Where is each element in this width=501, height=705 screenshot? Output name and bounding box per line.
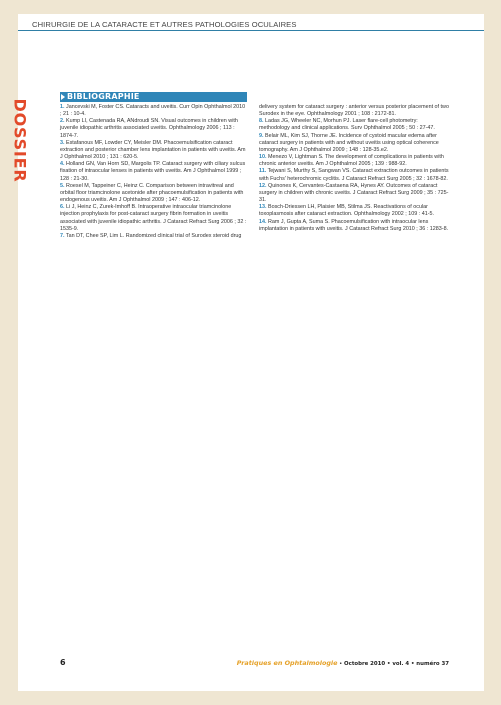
reference-item <box>60 104 248 118</box>
reference-number: 5. <box>60 182 65 189</box>
reference-number: 14. <box>259 218 267 225</box>
reference-number: 4. <box>60 161 65 168</box>
reference-item <box>60 183 248 204</box>
reference-item <box>60 140 248 161</box>
references-left-column <box>60 104 248 240</box>
issue-info: Octobre 2010 • vol. 4 • numéro 37 <box>344 661 449 667</box>
reference-number: 13. <box>259 204 267 211</box>
reference-text: Tejwani S, Murthy S, Sangwan VS. Cataract extraction outcomes in patients with Fuchs' heterochromic cyclitis. J Cataract Refract Surg 2005 ; 32 : 1678-82. <box>259 168 449 182</box>
reference-text: Estafanous MF, Lowder CY, Meisler DM. Phacoemulsification cataract extraction and posterior chamber lens implantation in patients with uveitis. Am J Ophthalmol 2010 ; 131 : 620-5. <box>60 139 246 161</box>
sidebar-label <box>10 98 30 183</box>
running-head: CHIRURGIE DE LA CATARACTE ET AUTRES PATHOLOGIES OCULAIRES <box>32 20 297 29</box>
section-title: BIBLIOGRAPHIE <box>67 92 140 101</box>
references-right-column <box>259 104 449 233</box>
reference-item <box>259 133 449 154</box>
reference-item <box>259 183 449 204</box>
journal-title: Pratiques en Ophtalmologie <box>236 659 338 667</box>
reference-text: Quinones K, Cervantes-Castaena RA, Hynes AY. Outcomes of cataract surgery in children with chronic uveitis. J Cataract Refract Surg 2009 ; 35 : 725-31. <box>259 182 449 204</box>
reference-continuation <box>259 104 449 118</box>
reference-item <box>259 204 449 218</box>
reference-text: Ladas JG, Wheeler NC, Morhun PJ. Laser flare-cell photometry: methodology and clinical applications. Surv Ophthalmol 2005 ; 50 : 27-47. <box>259 118 435 132</box>
reference-text: Tan DT, Chee SP, Lim L. Randomized clinical trial of Surodex steroid drug <box>65 232 242 239</box>
reference-item <box>259 219 449 233</box>
reference-number: 7. <box>60 232 65 239</box>
journal-info: Pratiques en Ophtalmologie • Octobre 2010 • vol. 4 • numéro 37 <box>236 659 449 667</box>
sidebar-label-text: DOSSIER <box>10 98 30 183</box>
reference-item <box>259 154 449 168</box>
reference-number: 6. <box>60 204 65 211</box>
header-rule <box>18 30 484 31</box>
reference-number: 10. <box>259 154 267 161</box>
reference-number: 12. <box>259 182 267 189</box>
page-number: 6 <box>60 658 66 667</box>
reference-text: Belair ML, Kim SJ, Thorne JE. Incidence of cystoid macular edema after cataract surgery in patients with and without uveitis using optical coherence tomography. Am J Ophthalmol 2009 ; 148 : 128-35.e2. <box>259 132 439 153</box>
reference-text: Holland GN, Van Horn SD, Margolis TP. Cataract surgery with ciliary sulcus fixation of intraocular lenses in patients with uveitis. Am J Ophthalmol 1999 ; 128 : 21-30. <box>60 161 246 182</box>
reference-text: delivery system for cataract surgery : anterior versus posterior placement of two Surodex in the eye. Ophthalmology 2001 ; 108 : 2172-81. <box>259 104 449 118</box>
triangle-bullet-icon <box>61 94 65 100</box>
reference-number: 11. <box>259 168 267 175</box>
reference-number: 2. <box>60 118 65 125</box>
reference-number: 9. <box>259 132 264 139</box>
reference-number: 1. <box>60 104 65 110</box>
reference-item <box>60 118 248 139</box>
reference-text: Jancevski M, Foster CS. Cataracts and uveitis. Curr Opin Ophthalmol 2010 ; 21 : 10-4. <box>60 104 246 118</box>
reference-item <box>60 161 248 182</box>
reference-item <box>259 168 449 182</box>
reference-text: Menezo V, Lightman S. The development of complications in patients with chronic anterior uveitis. Am J Ophthalmol 2005 ; 139 : 988-92. <box>259 154 444 168</box>
reference-text: Bosch-Driessen LH, Plaisier MB, Stilma JS. Reactivations of ocular toxoplasmosis after cataract extraction. Ophthalmology 2002 ; 109 : 41-5. <box>259 204 434 218</box>
reference-item <box>60 204 248 233</box>
reference-number: 3. <box>60 139 65 146</box>
reference-item <box>60 233 248 240</box>
page-footer <box>60 658 449 668</box>
reference-text: Ram J, Gupta A, Suma S. Phacoemulsification with intraocular lens implantation in patients with uveitis. J Cataract Refract Surg 2010 ; 36 : 1283-8. <box>259 218 449 232</box>
reference-item <box>259 118 449 132</box>
reference-text: Kump LI, Castenada RA, ANdroudi SN. Visual outcomes in children with juvenile idiopathic arthritis associated uveitis. Ophthalmology 2006 ; 113 : 1874-7. <box>60 118 238 139</box>
reference-text: Roesel M, Tappeiner C, Heinz C. Comparison between intravitreal and orbital floor triamcinolone acetonide after phacoemulsification in patients with endogenous uveitis. Am J Ophthalmol 2009 ; 147 : 406-12. <box>60 182 244 204</box>
section-header <box>60 92 247 102</box>
reference-text: Li J, Heinz C, Zurek-Imhoff B. Intraoperative intraocular triamcinolone injection prophylaxis for post-cataract surgery fibrin formation in uveitis associated with juvenile idiopathic arthritis. J Cataract Refract Surg 2006 ; 32 : 1535-9. <box>60 204 247 232</box>
reference-number: 8. <box>259 118 264 125</box>
